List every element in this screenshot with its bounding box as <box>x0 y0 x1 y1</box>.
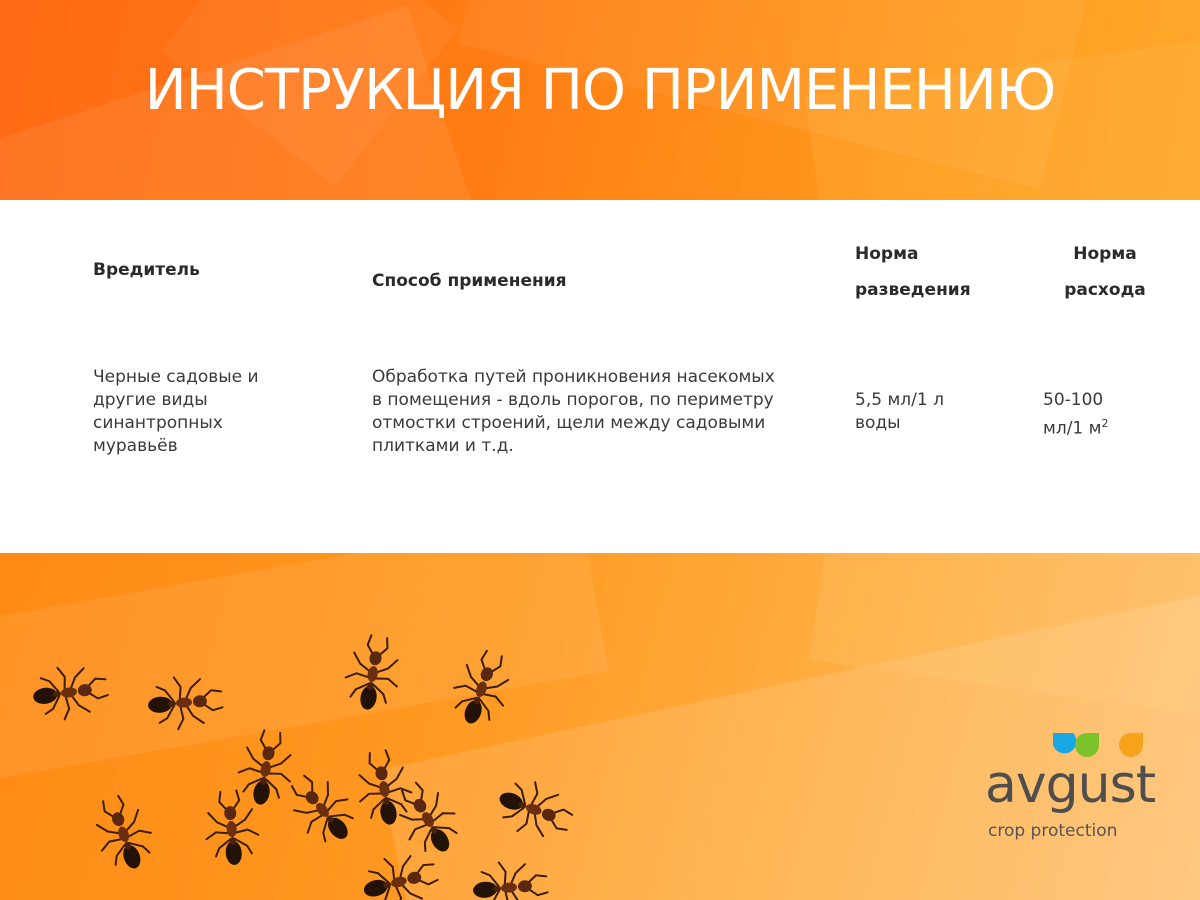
logo-wordmark: avgust <box>985 755 1156 815</box>
cell-dilution <box>855 389 944 435</box>
cell-dilution-line: воды <box>855 413 901 433</box>
cell-consumption <box>1043 389 1108 441</box>
page-title: ИНСТРУКЦИЯ ПО ПРИМЕНЕНИЮ <box>144 58 1056 123</box>
logo-subtitle: crop protection <box>988 821 1118 841</box>
cell-pest-line: синантропных <box>93 413 223 433</box>
cell-consumption-unit: мл/1 м <box>1043 418 1102 439</box>
header-banner <box>0 0 1200 200</box>
header-dilution <box>855 236 971 308</box>
cell-method-line: в помещения - вдоль порогов, по периметру <box>372 390 774 410</box>
cell-consumption-line2 <box>1043 412 1108 441</box>
header-consumption <box>1050 236 1160 308</box>
cell-method-line: плитками и т.д. <box>372 436 514 456</box>
cell-consumption-line1: 50-100 <box>1043 390 1104 410</box>
cell-dilution-line: 5,5 мл/1 л <box>855 390 944 410</box>
instruction-table <box>0 200 1200 553</box>
header-dilution-line2: разведения <box>855 280 971 300</box>
ants-illustration <box>0 553 620 900</box>
cell-pest-line: Черные садовые и <box>93 367 259 387</box>
header-pest: Вредитель <box>93 260 200 280</box>
cell-pest-line: другие виды <box>93 390 208 410</box>
cell-consumption-sup: 2 <box>1101 417 1109 430</box>
header-consumption-line1: Норма <box>1073 244 1137 264</box>
header-method: Способ применения <box>372 271 567 291</box>
cell-pest <box>93 366 259 458</box>
header-consumption-line2: расхода <box>1064 280 1146 300</box>
cell-method-line: отмостки строений, щели между садовыми <box>372 413 766 433</box>
cell-method <box>372 366 775 458</box>
cell-method-line: Обработка путей проникновения насекомых <box>372 367 775 387</box>
header-dilution-line1: Норма <box>855 244 919 264</box>
bottom-banner <box>0 553 1200 900</box>
cell-pest-line: муравьёв <box>93 436 178 456</box>
